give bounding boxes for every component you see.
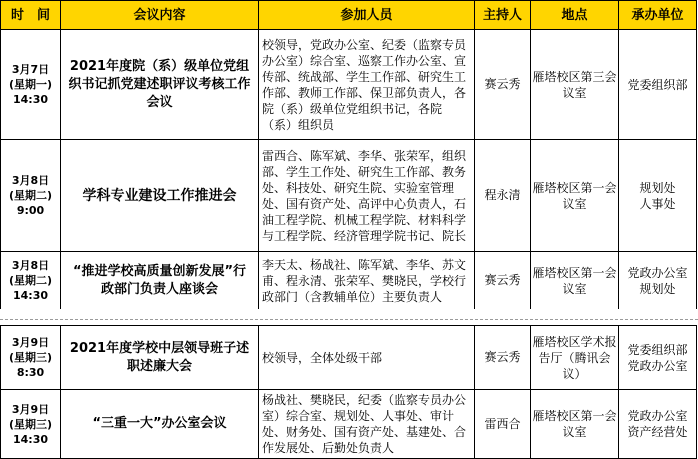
location-cell: 雁塔校区第一会议室 (531, 390, 619, 459)
organizer-cell: 党委组织部 (619, 30, 697, 140)
organizer-cell (619, 326, 697, 390)
host-cell: 程永清 (475, 140, 531, 252)
host-cell: 赛云秀 (475, 252, 531, 310)
header-host: 主持人 (475, 1, 531, 30)
page-break-line (0, 319, 698, 320)
header-location: 地点 (531, 1, 619, 30)
time-text: 14:30 (12, 93, 48, 106)
weekday-text: (星期二) (8, 274, 53, 287)
participants-cell: 李天太、杨战社、陈军斌、李华、苏文甫、程永清、张荣军、樊晓民，学校行政部门（含教辅单位）主要负责人 (259, 252, 475, 310)
host-cell: 赛云秀 (475, 326, 531, 390)
time-cell (1, 326, 61, 390)
organizer-line-1: 党政办公室 (627, 265, 688, 280)
organizer-line-1: 党委组织部 (627, 342, 688, 357)
meeting-cell: “三重一大”办公室会议 (61, 390, 259, 459)
page-break (0, 309, 698, 325)
participants-cell: 雷西合、陈军斌、李华、张荣军，组织部、学生工作处、研究生工作部、教务处、科技处、研究生院、实验室管理处、国有资产处、高评中心负责人，石油工程学院、机械工程学院、材料科学与工程学院、经济管理学院书记、院长 (259, 140, 475, 252)
weekday-text: (星期一) (8, 78, 53, 91)
participants-cell: 杨战社、樊晓民，纪委（监察专员办公室）综合室、规划处、人事处、审计处、财务处、国有资产处、基建处、合作发展处、后勤处负责人 (259, 390, 475, 459)
header-meeting: 会议内容 (61, 1, 259, 30)
time-text: 14:30 (12, 289, 48, 302)
time-text: 9:00 (16, 204, 45, 217)
time-cell (1, 252, 61, 310)
table-row (1, 252, 697, 310)
table-row (1, 140, 697, 252)
meeting-cell: 2021年度学校中层领导班子述职述廉大会 (61, 326, 259, 390)
header-time: 时 间 (1, 1, 61, 30)
date-text: 3月9日 (11, 402, 50, 416)
date-text: 3月8日 (11, 259, 50, 272)
time-text: 14:30 (12, 432, 48, 446)
organizer-cell (619, 390, 697, 459)
time-cell (1, 140, 61, 252)
participants-cell: 校领导，党政办公室、纪委（监察专员办公室）综合室、巡察工作办公室、宣传部、统战部、学生工作部、研究生工作部、教师工作部、保卫部负责人，各院（系）级单位党组织书记，各院（系）组织员 (259, 30, 475, 140)
schedule-table-bottom (0, 325, 697, 459)
location-cell: 雁塔校区第一会议室 (531, 252, 619, 310)
header-organizer: 承办单位 (619, 1, 697, 30)
location-cell: 雁塔校区第三会议室 (531, 30, 619, 140)
organizer-line-2: 资产经营处 (627, 425, 688, 439)
location-cell: 雁塔校区第一会议室 (531, 140, 619, 252)
organizer-line-2: 人事处 (639, 196, 676, 211)
date-text: 3月7日 (11, 63, 50, 76)
header-row (1, 1, 697, 30)
table-row (1, 326, 697, 390)
time-cell (1, 390, 61, 459)
host-cell: 雷西合 (475, 390, 531, 459)
meeting-cell: 学科专业建设工作推进会 (61, 140, 259, 252)
weekday-text: (星期三) (8, 417, 53, 431)
organizer-line-2: 党政办公室 (627, 358, 688, 373)
weekday-text: (星期二) (8, 189, 53, 202)
organizer-line-2: 规划处 (639, 281, 676, 296)
organizer-line-1: 规划处 (639, 180, 676, 195)
meeting-cell: 2021年度院（系）级单位党组织书记抓党建述职评议考核工作会议 (61, 30, 259, 140)
participants-cell: 校领导，全体处级干部 (259, 326, 475, 390)
organizer-line-1: 党政办公室 (627, 409, 688, 423)
location-cell: 雁塔校区学术报告厅（腾讯会议） (531, 326, 619, 390)
time-cell (1, 30, 61, 140)
date-text: 3月8日 (11, 174, 50, 187)
organizer-cell (619, 140, 697, 252)
time-text: 8:30 (16, 366, 45, 379)
organizer-cell (619, 252, 697, 310)
weekday-text: (星期三) (8, 351, 53, 364)
table-row (1, 390, 697, 459)
table-row (1, 30, 697, 140)
date-text: 3月9日 (11, 336, 50, 349)
host-cell: 赛云秀 (475, 30, 531, 140)
header-participants: 参加人员 (259, 1, 475, 30)
meeting-cell: “推进学校高质量创新发展”行政部门负责人座谈会 (61, 252, 259, 310)
